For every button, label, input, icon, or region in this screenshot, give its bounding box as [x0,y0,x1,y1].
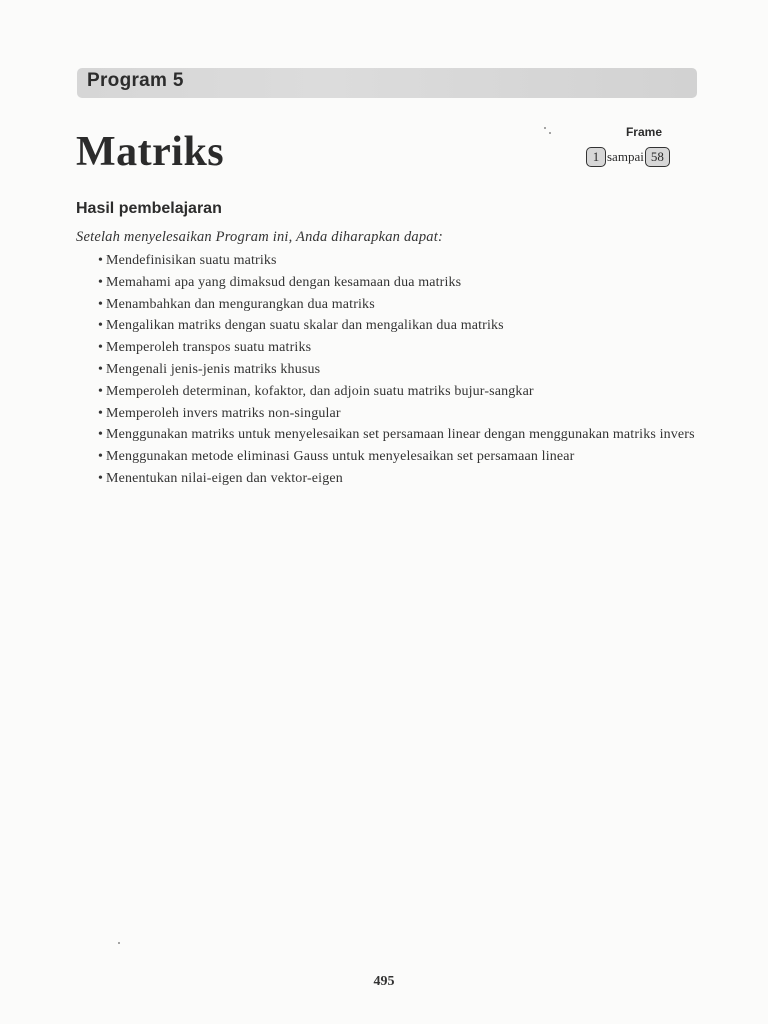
scan-speck [549,132,551,134]
list-item [76,449,706,465]
section-heading: Hasil pembelajaran [76,200,222,217]
scan-speck [544,127,546,129]
list-item [76,406,706,422]
program-header-bar [77,68,697,98]
intro-text: Setelah menyelesaikan Program ini, Anda diharapkan dapat: [76,229,443,245]
list-item [76,427,706,443]
list-item-text: Memperoleh invers matriks non-singular [106,405,341,421]
list-item [76,471,706,487]
bullet-icon: • [98,318,104,334]
list-item-text: Mengenali jenis-jenis matriks khusus [106,361,321,377]
frame-start-box: 1 [586,147,606,167]
scan-speck [118,942,120,944]
bullet-icon: • [98,470,104,486]
list-item [76,275,706,291]
list-item-text: Memahami apa yang dimaksud dengan kesamaan dua matriks [106,274,462,290]
list-item [76,362,706,378]
list-item-text: Menggunakan metode eliminasi Gauss untuk menyelesaikan set persamaan linear [106,449,575,465]
frame-range [586,125,698,171]
program-label: Program 5 [87,70,184,91]
bullet-icon: • [98,405,104,421]
bullet-icon: • [98,383,104,399]
bullet-icon: • [98,274,104,290]
bullet-icon: • [98,361,104,377]
list-item [76,340,706,356]
list-item-text: Menentukan nilai-eigen dan vektor-eigen [106,470,343,486]
chapter-title: Matriks [76,129,225,175]
list-item-text: Menambahkan dan mengurangkan dua matriks [106,296,375,312]
bullet-icon: • [98,449,104,465]
bullet-icon: • [98,296,104,312]
list-item [76,253,706,269]
bullet-icon: • [98,253,104,268]
frame-separator: sampai [607,149,644,164]
learning-outcomes-list [76,253,706,493]
list-item [76,384,706,400]
list-item-text: Mengalikan matriks dengan suatu skalar dan mengalikan dua matriks [106,318,504,334]
list-item [76,318,706,334]
list-item-text: Menggunakan matriks untuk menyelesaikan set persamaan linear dengan menggunakan matriks invers [106,427,695,443]
page-number: 495 [373,974,395,989]
list-item-text: Memperoleh transpos suatu matriks [106,340,312,356]
frame-range-row [586,147,670,167]
frame-end-box: 58 [645,147,670,167]
frame-label: Frame [625,125,662,139]
list-item-text: Mendefinisikan suatu matriks [106,253,277,268]
bullet-icon: • [98,340,104,356]
bullet-icon: • [98,427,104,443]
list-item [76,297,706,313]
list-item-text: Memperoleh determinan, kofaktor, dan adjoin suatu matriks bujur-sangkar [106,383,534,399]
